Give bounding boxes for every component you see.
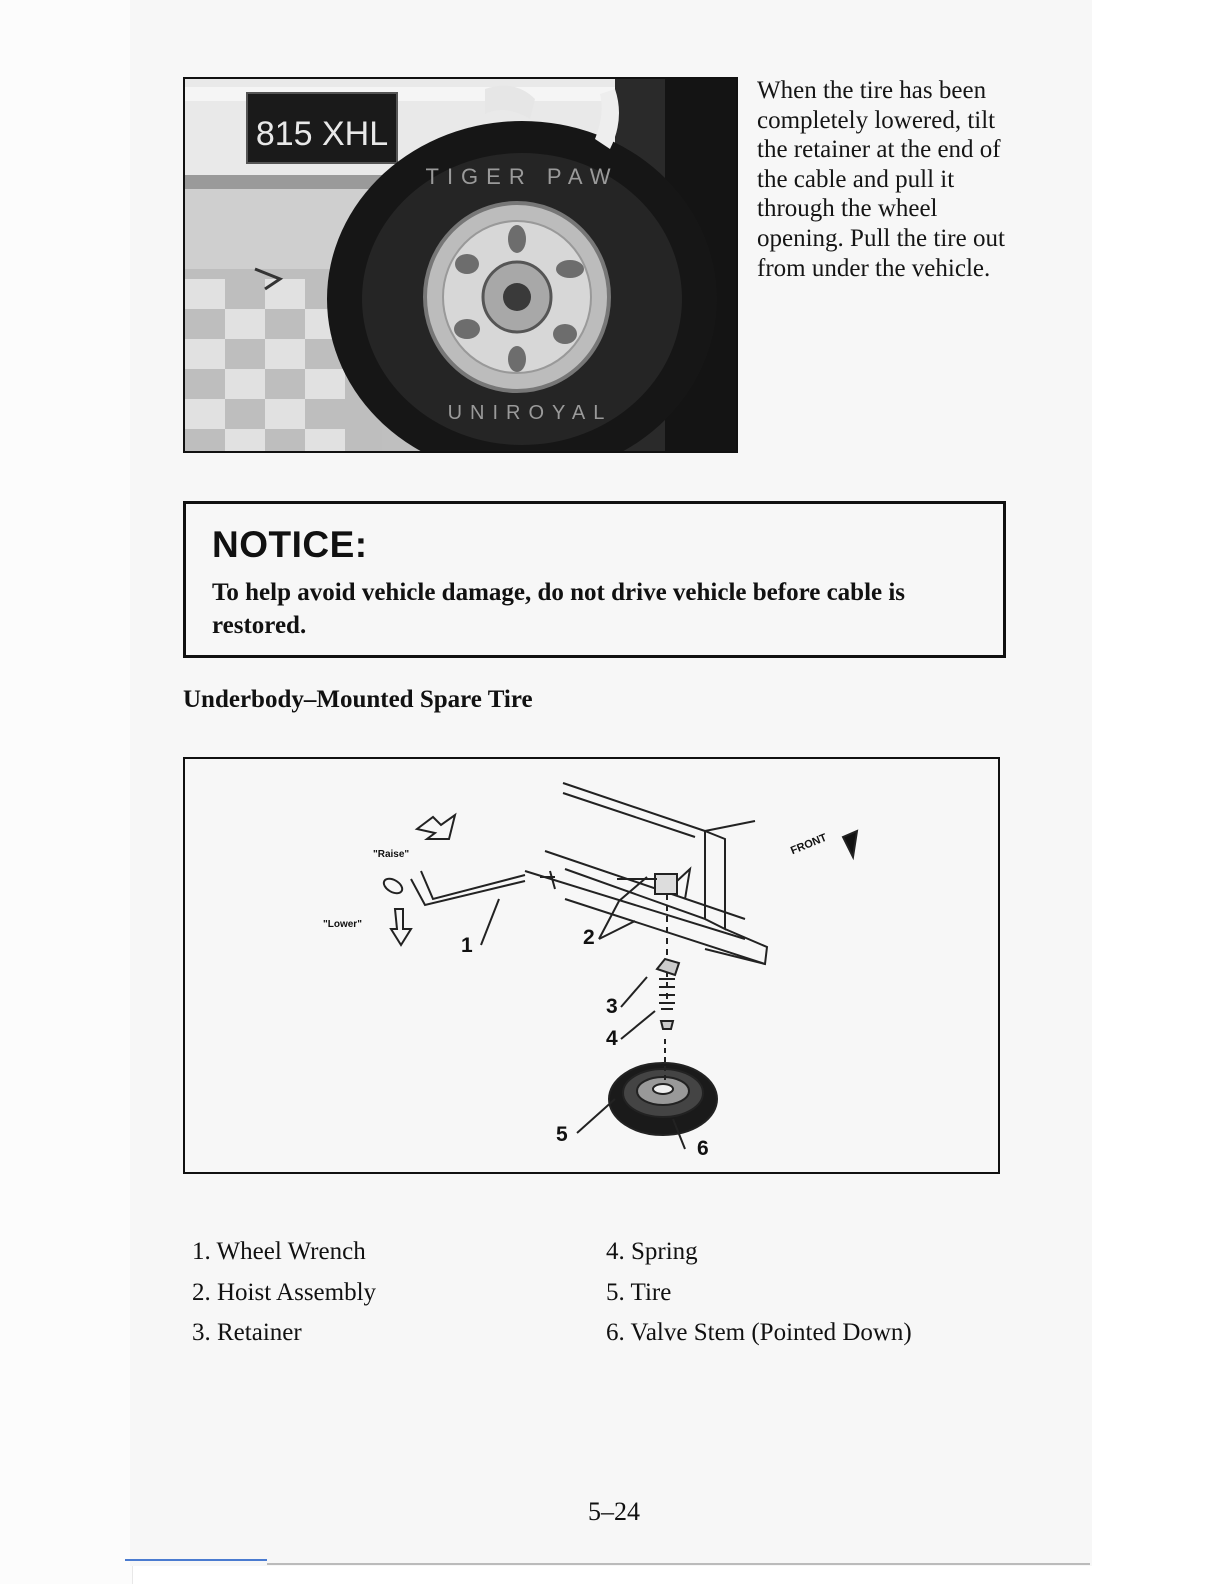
bottom-rule-accent [125,1559,267,1561]
lower-label: "Lower" [323,919,362,930]
page-number: 5–24 [588,1497,640,1526]
notice-title: NOTICE: [212,524,368,565]
callout-4: 4 [606,1027,618,1050]
callout-1: 1 [461,934,473,957]
raise-label: "Raise" [373,849,410,860]
callout-5: 5 [556,1123,568,1146]
legend-item: 1. Wheel Wrench [192,1238,366,1265]
legend-item: 5. Tire [606,1278,672,1306]
license-plate-text: 815 XHL [255,115,389,153]
notice-box [183,501,1006,658]
legend-item: 6. Valve Stem (Pointed Down) [606,1319,912,1346]
spare-tire-diagram [183,757,1000,1174]
intro-paragraph: When the tire has been completely lowered, tilt the retainer at the end of the cable and pull it through the wheel opening. Pull the tire out from under the vehicle. [757,77,1005,282]
callout-2: 2 [583,926,595,949]
page-left-margin [0,0,133,1584]
tire-brand-top: TIGER PAW [425,164,619,189]
tire-brand-bottom: UNIROYAL [447,402,613,424]
legend-item: 2. Hoist Assembly [192,1278,377,1306]
callout-6: 6 [697,1137,709,1160]
legend-left-column [192,1232,376,1354]
notice-body: To help avoid vehicle damage, do not drive vehicle before cable is restored. [212,579,906,639]
callout-3: 3 [606,995,618,1018]
legend-item: 4. Spring [606,1238,698,1265]
front-label: FRONT [789,831,829,858]
legend-item: 3. Retainer [192,1319,302,1346]
diagram-illustration [185,759,1002,1176]
section-heading: Underbody–Mounted Spare Tire [183,686,533,713]
tire-removal-photo [183,77,738,453]
legend-right-column [606,1232,912,1354]
bottom-rule [267,1563,1090,1565]
